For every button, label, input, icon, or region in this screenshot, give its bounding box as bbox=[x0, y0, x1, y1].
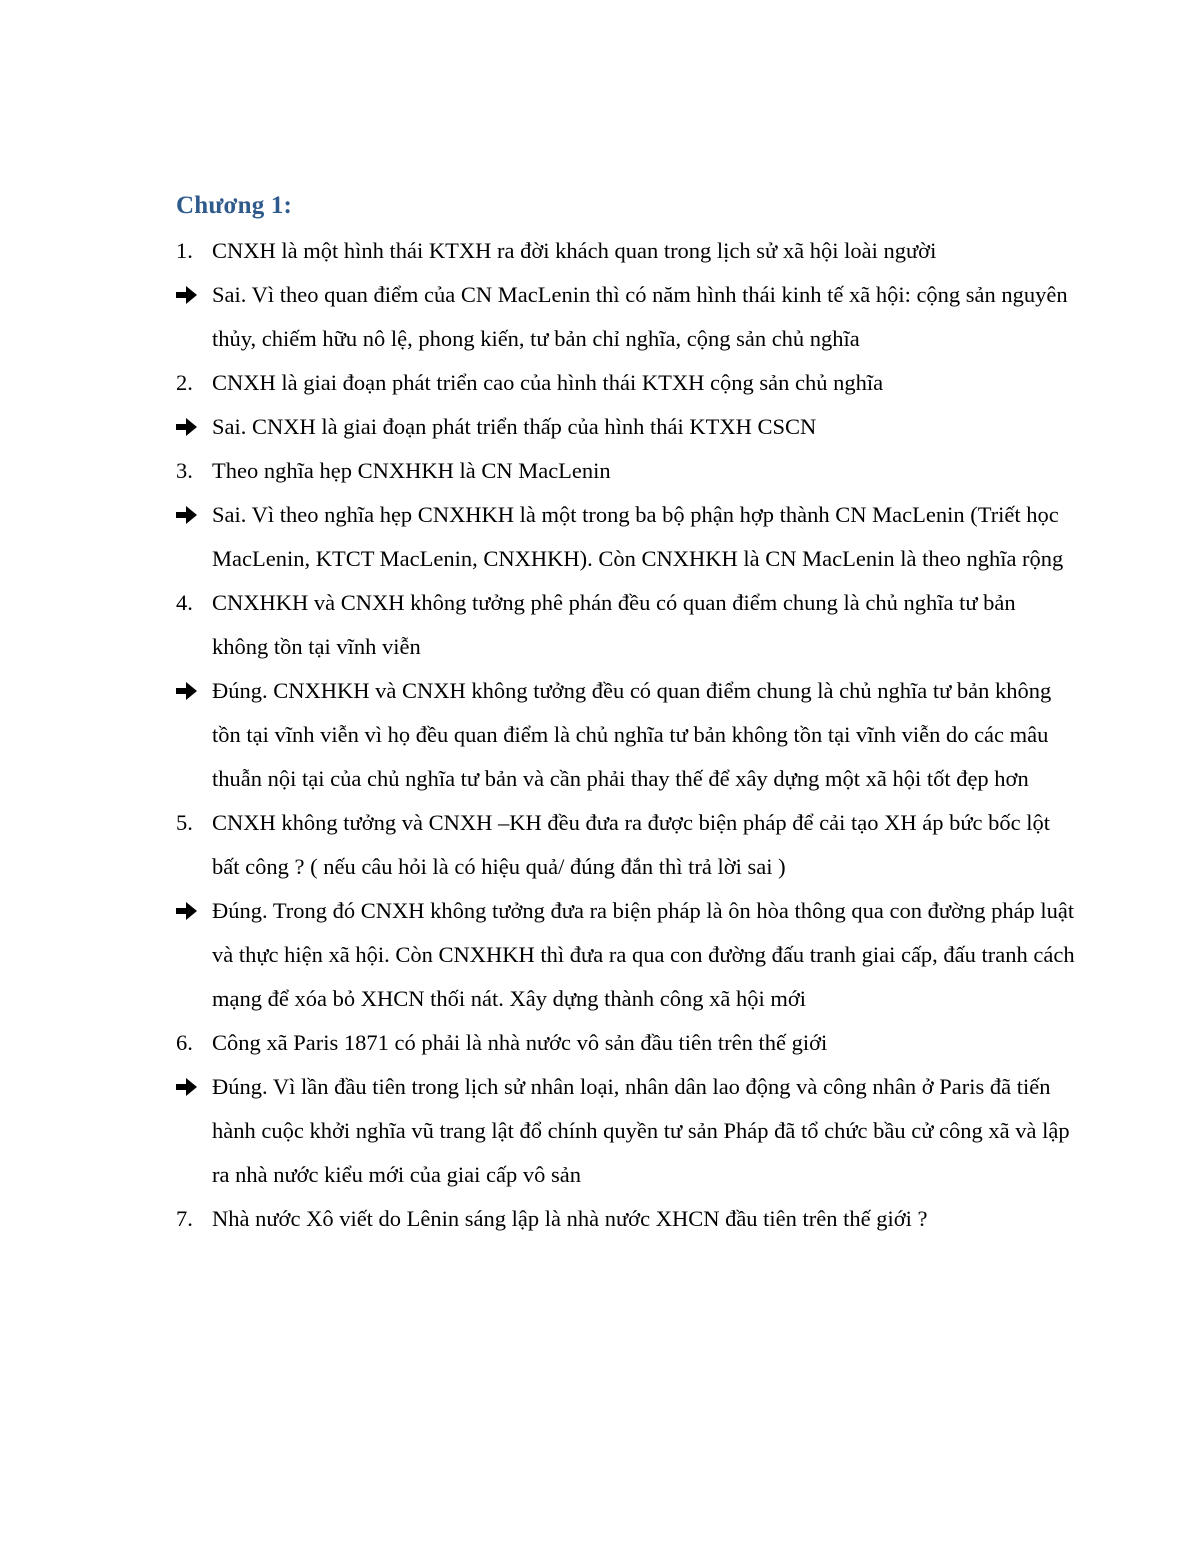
answer-marker bbox=[176, 493, 210, 552]
answer-marker bbox=[176, 889, 210, 948]
arrow-right-icon bbox=[176, 405, 200, 449]
answer-marker bbox=[176, 273, 210, 332]
question-text: Công xã Paris 1871 có phải là nhà nước vô sản đầu tiên trên thế giới bbox=[212, 1030, 828, 1055]
question-item bbox=[176, 361, 1076, 405]
question-item bbox=[176, 1197, 1076, 1241]
question-text: Nhà nước Xô viết do Lênin sáng lập là nhà nước XHCN đầu tiên trên thế giới ? bbox=[212, 1206, 928, 1231]
arrow-right-icon bbox=[176, 273, 200, 317]
answer-text: Sai. Vì theo nghĩa hẹp CNXHKH là một trong ba bộ phận hợp thành CN MacLenin (Triết học MacLenin, KTCT MacLenin, CNXHKH). Còn CNXHKH là CN MacLenin là theo nghĩa rộng bbox=[212, 502, 1064, 571]
question-item bbox=[176, 801, 1076, 889]
question-item bbox=[176, 581, 1076, 669]
answer-item bbox=[176, 405, 1076, 449]
answer-marker bbox=[176, 1065, 210, 1124]
answer-text: Sai. Vì theo quan điểm của CN MacLenin thì có năm hình thái kinh tế xã hội: cộng sản nguyên thủy, chiếm hữu nô lệ, phong kiến, tư bản chỉ nghĩa, cộng sản chủ nghĩa bbox=[212, 282, 1068, 351]
question-text: CNXH không tưởng và CNXH –KH đều đưa ra được biện pháp để cải tạo XH áp bức bốc lột bất công ? ( nếu câu hỏi là có hiệu quả/ đúng đắn thì trả lời sai ) bbox=[212, 810, 1051, 879]
answer-text: Đúng. Trong đó CNXH không tưởng đưa ra biện pháp là ôn hòa thông qua con đường pháp luật và thực hiện xã hội. Còn CNXHKH thì đưa ra qua con đường đấu tranh giai cấp, đấu tranh cách mạng để xóa bỏ XHCN thối nát. Xây dựng thành công xã hội mới bbox=[212, 898, 1075, 1011]
answer-item bbox=[176, 1065, 1076, 1197]
question-text: CNXH là giai đoạn phát triển cao của hình thái KTXH cộng sản chủ nghĩa bbox=[212, 370, 884, 395]
list-number: 6. bbox=[176, 1030, 193, 1055]
arrow-right-icon bbox=[176, 889, 200, 933]
answer-text: Đúng. Vì lần đầu tiên trong lịch sử nhân loại, nhân dân lao động và công nhân ở Paris đã tiến hành cuộc khởi nghĩa vũ trang lật đổ chính quyền tư sản Pháp đã tổ chức bầu cử công xã và lập ra nhà nước kiểu mới của giai cấp vô sản bbox=[212, 1074, 1070, 1187]
question-text: Theo nghĩa hẹp CNXHKH là CN MacLenin bbox=[212, 458, 611, 483]
question-item bbox=[176, 1021, 1076, 1065]
list-number: 1. bbox=[176, 238, 193, 263]
answer-item bbox=[176, 889, 1076, 1021]
list-number: 5. bbox=[176, 810, 193, 835]
answer-marker bbox=[176, 669, 210, 728]
chapter-heading: Chương 1: bbox=[176, 192, 293, 219]
question-text: CNXH là một hình thái KTXH ra đời khách quan trong lịch sử xã hội loài người bbox=[212, 238, 937, 263]
arrow-right-icon bbox=[176, 669, 200, 713]
list-number: 4. bbox=[176, 590, 193, 615]
question-text: CNXHKH và CNXH không tưởng phê phán đều có quan điểm chung là chủ nghĩa tư bản không tồn tại vĩnh viễn bbox=[212, 590, 1016, 659]
list-number: 7. bbox=[176, 1206, 193, 1231]
qa-list bbox=[176, 229, 1076, 1241]
list-number: 3. bbox=[176, 458, 193, 483]
answer-item bbox=[176, 273, 1076, 361]
answer-item bbox=[176, 669, 1076, 801]
answer-item bbox=[176, 493, 1076, 581]
answer-text: Sai. CNXH là giai đoạn phát triển thấp của hình thái KTXH CSCN bbox=[212, 414, 817, 439]
arrow-right-icon bbox=[176, 1065, 200, 1109]
arrow-right-icon bbox=[176, 493, 200, 537]
answer-text: Đúng. CNXHKH và CNXH không tưởng đều có quan điểm chung là chủ nghĩa tư bản không tồn tại vĩnh viễn vì họ đều quan điểm là chủ nghĩa tư bản không tồn tại vĩnh viễn do các mâu thuẫn nội tại của chủ nghĩa tư bản và cần phải thay thế để xây dựng một xã hội tốt đẹp hơn bbox=[212, 678, 1052, 791]
question-item bbox=[176, 449, 1076, 493]
list-number: 2. bbox=[176, 370, 193, 395]
question-item bbox=[176, 229, 1076, 273]
